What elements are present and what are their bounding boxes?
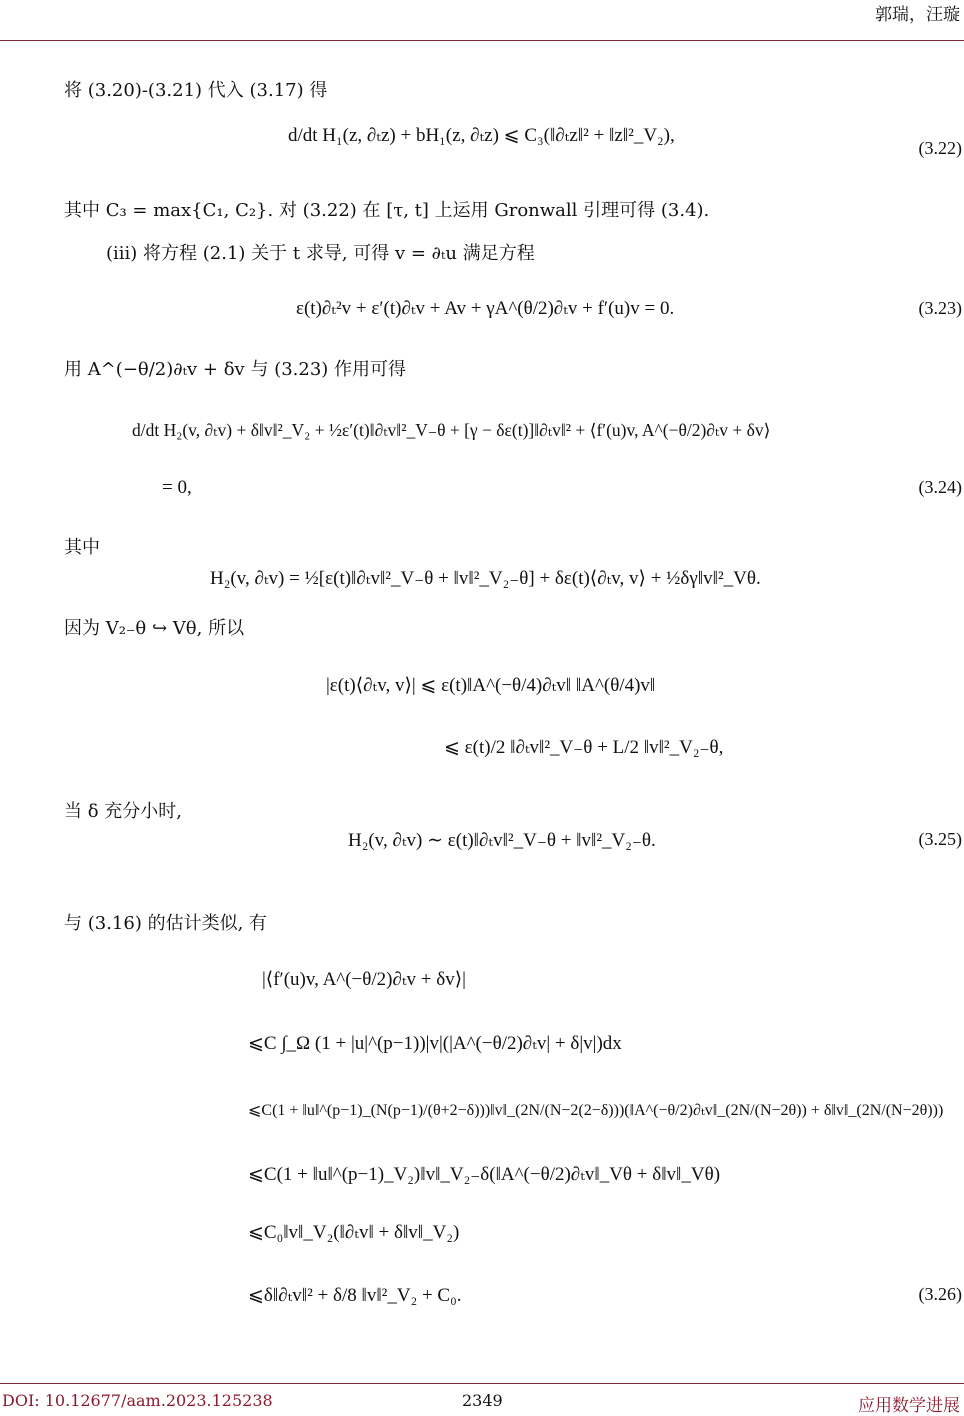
equation-3-24-line-1: d/dt H₂(v, ∂ₜv) + δ‖v‖²_V₂ + ½ε′(t)‖∂ₜv‖²_V₋θ + [γ − δε(t)]‖∂ₜv‖² + ⟨f′(u)v, A^(−θ/2)∂ₜv + δv⟩ xyxy=(132,420,771,440)
running-header-authors: 郭瑞，汪璇 xyxy=(875,5,960,25)
equation-number-3-25: (3.25) xyxy=(918,829,962,849)
paragraph-estimate-similar: 与 (3.16) 的估计类似, 有 xyxy=(64,913,268,934)
paragraph-delta-small: 当 δ 充分小时, xyxy=(64,801,183,822)
equation-3-23: ε(t)∂ₜ²v + ε′(t)∂ₜv + Av + γA^(θ/2)∂ₜv + f′(u)v = 0. xyxy=(296,298,675,319)
equation-3-24-line-2: = 0, xyxy=(162,477,192,498)
inequality-line-1: |ε(t)⟨∂ₜv, v⟩| ⩽ ε(t)‖A^(−θ/4)∂ₜv‖ ‖A^(θ/4)v‖ xyxy=(326,675,656,696)
paragraph-multiplier: 用 A^(−θ/2)∂ₜv + δv 与 (3.23) 作用可得 xyxy=(64,359,407,380)
equation-3-26-line-5: ⩽C₀‖v‖_V₂(‖∂ₜv‖ + δ‖v‖_V₂) xyxy=(248,1222,460,1243)
equation-3-25: H₂(v, ∂ₜv) ∼ ε(t)‖∂ₜv‖²_V₋θ + ‖v‖²_V₂₋θ. xyxy=(348,830,656,851)
footer-doi: DOI: 10.12677/aam.2023.125238 xyxy=(2,1391,273,1410)
paragraph-substitution: 将 (3.20)-(3.21) 代入 (3.17) 得 xyxy=(64,80,328,101)
equation-number-3-22: (3.22) xyxy=(918,138,962,158)
equation-3-26-line-1: |⟨f′(u)v, A^(−θ/2)∂ₜv + δv⟩| xyxy=(262,969,466,990)
footer-rule xyxy=(0,1383,964,1384)
equation-3-26-line-4: ⩽C(1 + ‖u‖^(p−1)_V₂)‖v‖_V₂₋δ(‖A^(−θ/2)∂ₜv‖_Vθ + δ‖v‖_Vθ) xyxy=(248,1164,721,1185)
footer-journal-name: 应用数学进展 xyxy=(858,1396,960,1416)
footer-page-number: 2349 xyxy=(462,1391,503,1410)
paragraph-embedding: 因为 V₂₋θ ↪ Vθ, 所以 xyxy=(64,618,245,639)
equation-3-26-line-2: ⩽C ∫_Ω (1 + |u|^(p−1))|v|(|A^(−θ/2)∂ₜv| + δ|v|)dx xyxy=(248,1033,622,1054)
paragraph-part-iii: (iii) 将方程 (2.1) 关于 t 求导, 可得 v = ∂ₜu 满足方程 xyxy=(106,243,535,264)
paragraph-where: 其中 xyxy=(64,537,100,558)
equation-number-3-26: (3.26) xyxy=(918,1284,962,1304)
equation-3-26-line-6: ⩽δ‖∂ₜv‖² + δ/8 ‖v‖²_V₂ + C₀. xyxy=(248,1285,462,1306)
equation-h2-definition: H₂(v, ∂ₜv) = ½[ε(t)‖∂ₜv‖²_V₋θ + ‖v‖²_V₂₋θ] + δε(t)⟨∂ₜv, v⟩ + ½δγ‖v‖²_Vθ. xyxy=(210,568,761,589)
paragraph-gronwall: 其中 C₃ = max{C₁, C₂}. 对 (3.22) 在 [τ, t] 上运用 Gronwall 引理可得 (3.4). xyxy=(64,200,710,221)
equation-number-3-23: (3.23) xyxy=(918,298,962,318)
inequality-line-2: ⩽ ε(t)/2 ‖∂ₜv‖²_V₋θ + L/2 ‖v‖²_V₂₋θ, xyxy=(444,737,724,758)
header-rule xyxy=(0,40,964,41)
equation-number-3-24: (3.24) xyxy=(918,477,962,497)
equation-3-22: d/dt H₁(z, ∂ₜz) + bH₁(z, ∂ₜz) ⩽ C₃(‖∂ₜz‖² + ‖z‖²_V₂), xyxy=(288,125,675,146)
equation-3-26-line-3: ⩽C(1 + ‖u‖^(p−1)_(N(p−1)/(θ+2−δ)))‖v‖_(2N/(N−2(2−δ)))(‖A^(−θ/2)∂ₜv‖_(2N/(N−2θ)) + δ‖v‖_(2N/(N−2θ))) xyxy=(248,1102,944,1119)
